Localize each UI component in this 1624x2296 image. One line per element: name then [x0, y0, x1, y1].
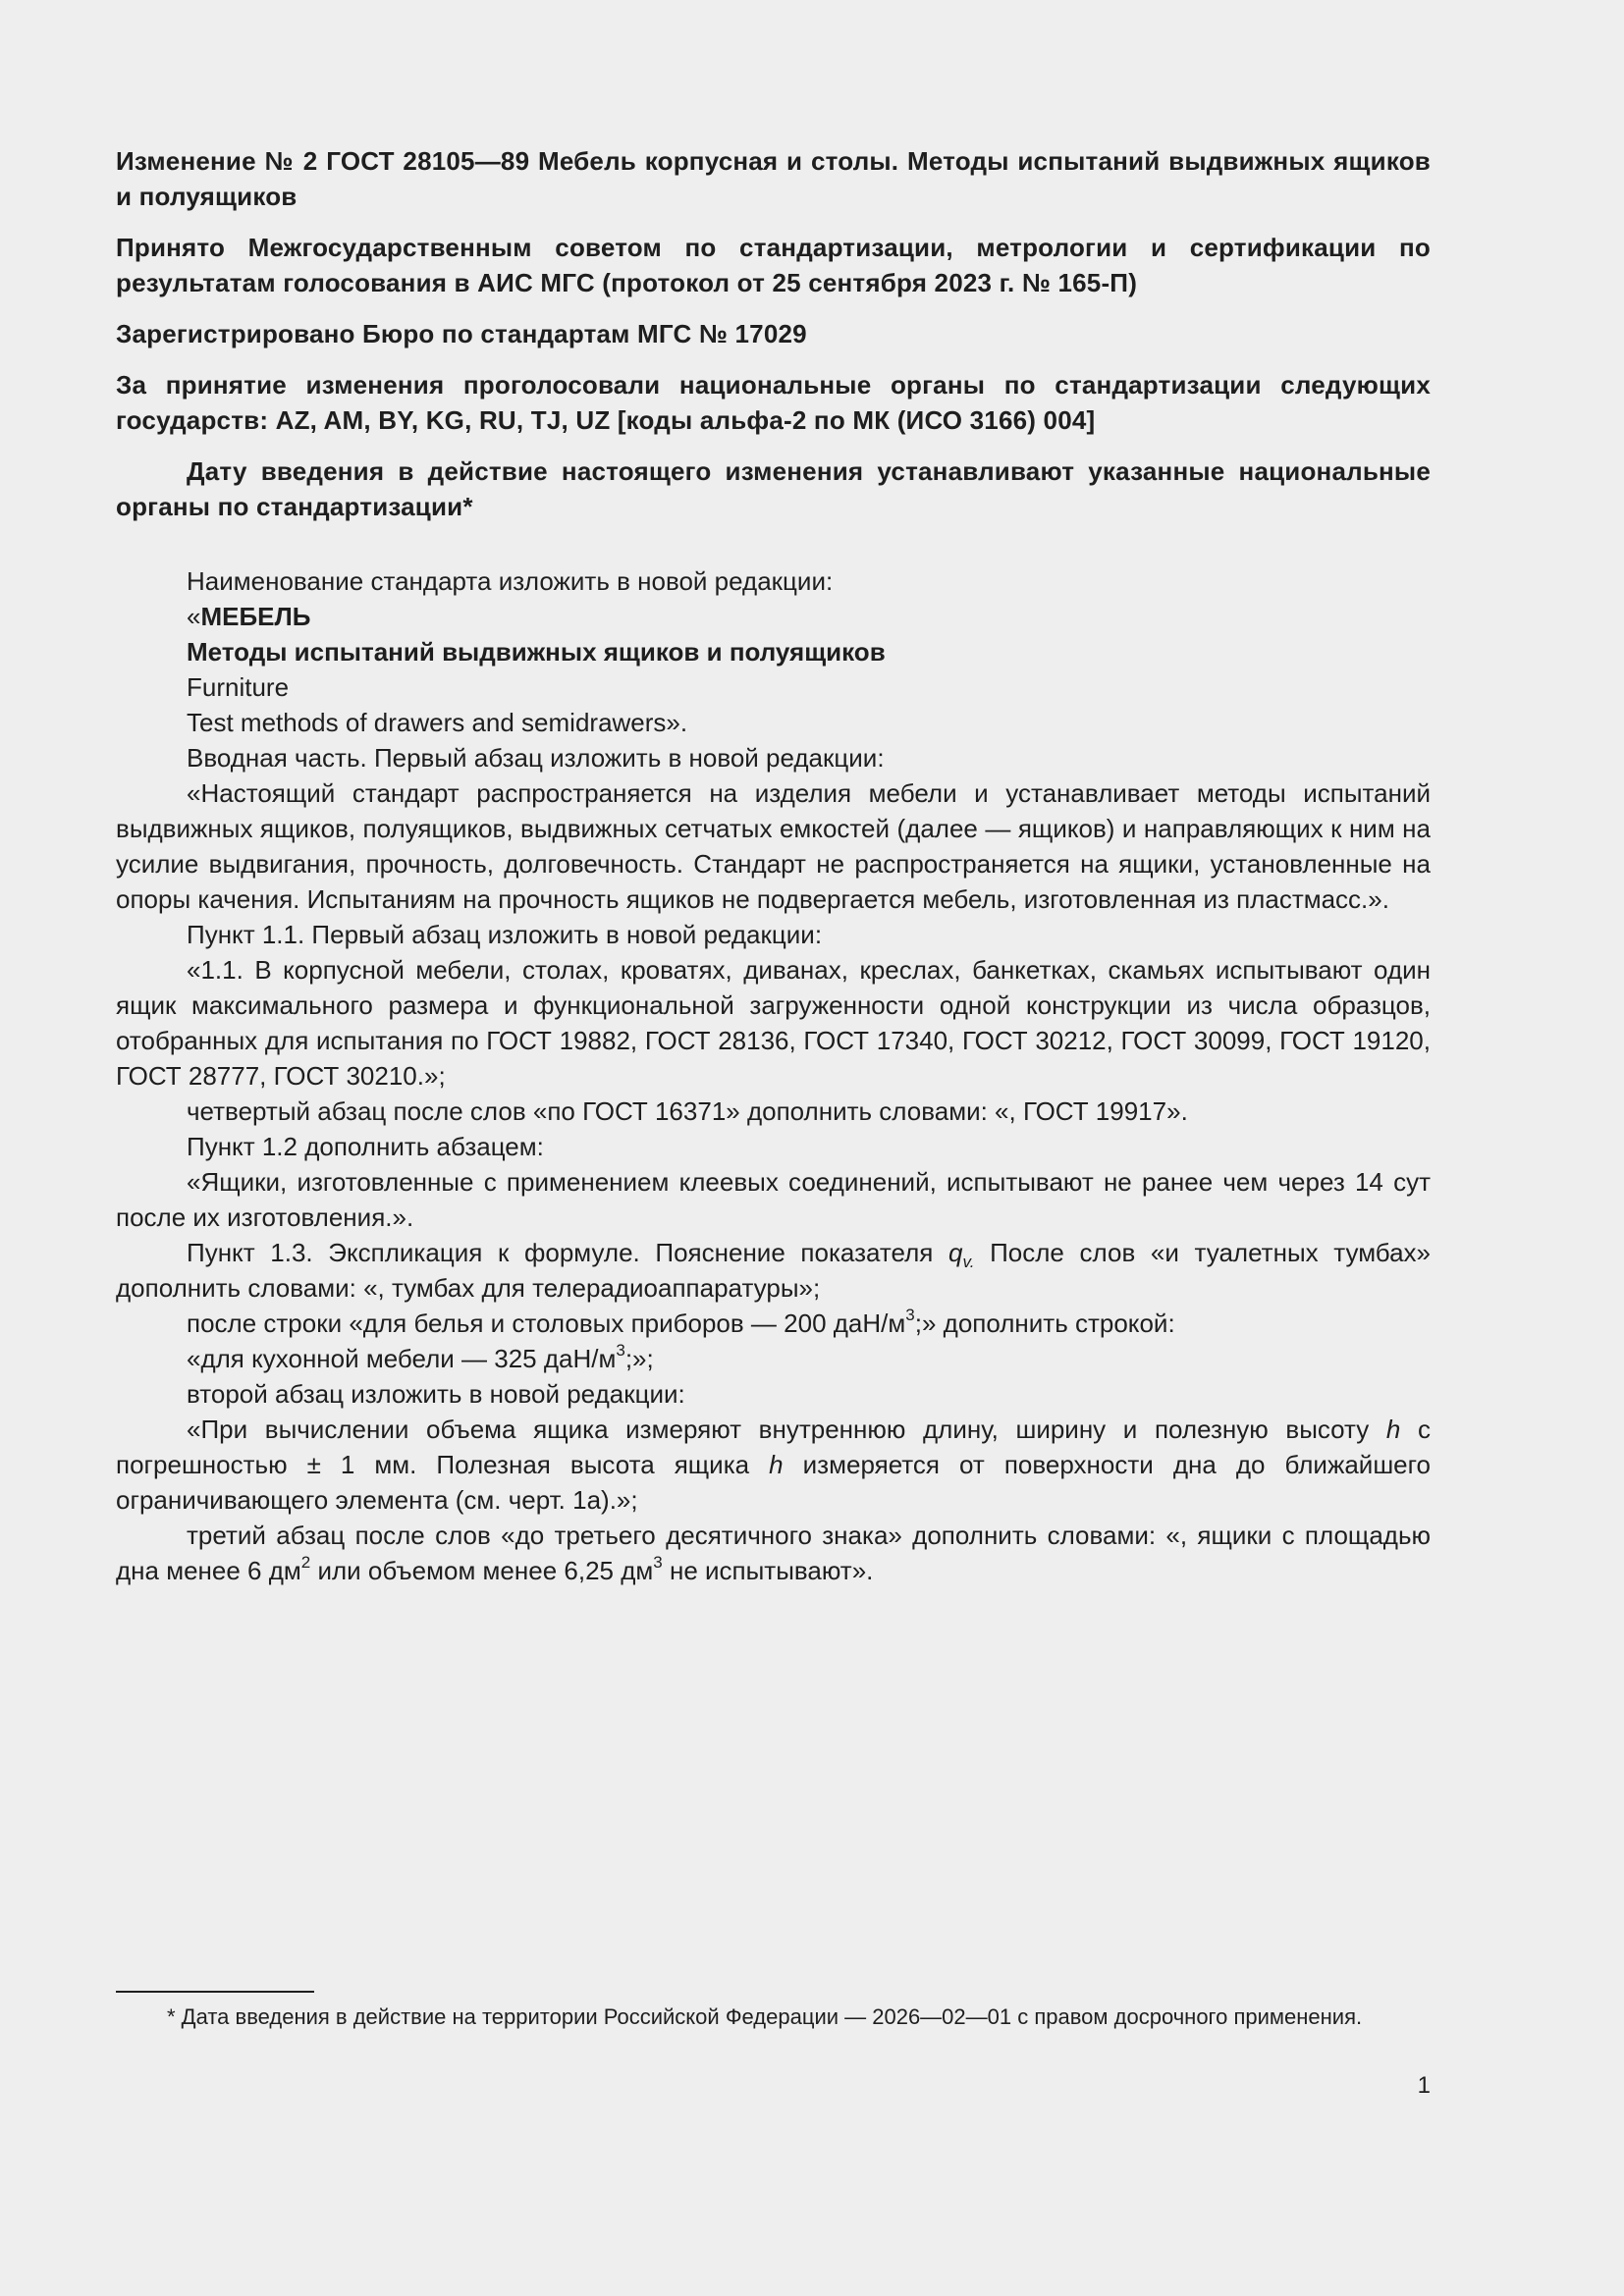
- text-run: Пункт 1.3. Экспликация к формуле. Пояснение показателя: [187, 1238, 949, 1267]
- standard-title-en: Furniture: [187, 672, 290, 702]
- paragraph: Наименование стандарта изложить в новой редакции:: [187, 566, 834, 596]
- paragraph: Вводная часть. Первый абзац изложить в новой редакции:: [187, 743, 885, 773]
- superscript: 3: [616, 1341, 625, 1361]
- text-run: ;» дополнить строкой:: [914, 1308, 1175, 1338]
- text-run: ;»;: [624, 1344, 654, 1373]
- paragraph-kitchen: [116, 1341, 1431, 1376]
- voting-statement: За принятие изменения проголосовали национальные органы по стандартизации следующих государств: AZ, AM, BY, KG, RU, TJ, UZ [коды альфа-2 по МК (ИСО 3166) 004]: [116, 370, 1431, 435]
- text-run: «При вычислении объема ящика измеряют внутреннюю длину, ширину и полезную высоту: [187, 1415, 1386, 1444]
- adoption-statement: Принято Межгосударственным советом по стандартизации, метрологии и сертификации по результатам голосования в АИС МГС (протокол от 25 сентября 2023 г. № 165-П): [116, 233, 1431, 297]
- superscript: 3: [653, 1553, 663, 1573]
- text-run: после строки «для белья и столовых приборов — 200 даН/м: [187, 1308, 906, 1338]
- standard-title-en-sub: Test methods of drawers and semidrawers».: [187, 708, 688, 737]
- symbol-h: h: [1385, 1415, 1401, 1444]
- symbol-h: h: [769, 1450, 784, 1479]
- text-run: После слов «и туалетных тумбах» дополнить словами: «, тумбах для телерадиоаппаратуры»;: [116, 1238, 1431, 1303]
- text-run: измеряется от поверхности дна до ближайшего ограничивающего элемента (см. черт. 1а).»;: [116, 1450, 1432, 1515]
- paragraph-volume: [116, 1412, 1431, 1518]
- effective-date-statement: Дату введения в действие настоящего изменения устанавливают указанные национальные органы по стандартизации*: [116, 456, 1431, 521]
- text-run: не испытывают».: [662, 1556, 874, 1585]
- symbol-v: v.: [962, 1253, 975, 1272]
- amendment-title: Изменение № 2 ГОСТ 28105—89 Мебель корпусная и столы. Методы испытаний выдвижных ящиков и полуящиков: [116, 146, 1431, 211]
- text-run: третий абзац после слов «до третьего десятичного знака» дополнить словами: «, ящики с площадью дна менее 6 дм: [116, 1521, 1431, 1585]
- standard-title-sub: Методы испытаний выдвижных ящиков и полуящиков: [187, 637, 886, 667]
- text-run: с погрешностью ± 1 мм. Полезная высота ящика: [116, 1415, 1431, 1479]
- paragraph: четвертый абзац после слов «по ГОСТ 16371» дополнить словами: «, ГОСТ 19917».: [187, 1096, 1188, 1126]
- paragraph: второй абзац изложить в новой редакции:: [187, 1379, 685, 1409]
- symbol-q: q: [948, 1238, 963, 1267]
- text-run: или объемом менее 6,25 дм: [310, 1556, 654, 1585]
- paragraph: Пункт 1.1. Первый абзац изложить в новой редакции:: [187, 920, 823, 949]
- paragraph: «Настоящий стандарт распространяется на изделия мебели и устанавливает методы испытаний выдвижных ящиков, полуящиков, выдвижных сетчатых емкостей (далее — ящиков) и направляющих к ним на усилие выдвигания, прочность, долговечность. Стандарт не распространяется на ящики, установленные на опоры качения. Испытаниям на прочность ящиков не подвергается мебель, изготовленная из пластмасс.».: [116, 778, 1431, 914]
- footnote: * Дата введения в действие на территории Российской Федерации — 2026—02—01 с правом досрочного применения.: [167, 2004, 1363, 2029]
- page-number: 1: [1417, 2072, 1431, 2099]
- superscript: 2: [300, 1553, 311, 1573]
- open-quote: «: [187, 602, 201, 631]
- document-content: [116, 143, 1431, 1588]
- registration-statement: Зарегистрировано Бюро по стандартам МГС № 17029: [116, 319, 807, 348]
- footnote-divider: [116, 1991, 314, 1993]
- title-main-text: МЕБЕЛЬ: [200, 602, 311, 631]
- paragraph: Пункт 1.2 дополнить абзацем:: [187, 1132, 544, 1161]
- paragraph-linen: [116, 1306, 1431, 1341]
- paragraph-qv: [116, 1235, 1431, 1306]
- standard-title-main: [116, 599, 1431, 634]
- superscript: 3: [905, 1306, 915, 1325]
- paragraph-area: [116, 1518, 1431, 1588]
- paragraph: «1.1. В корпусной мебели, столах, кроватях, диванах, креслах, банкетках, скамьях испытывают один ящик максимального размера и функциональной загруженности одной конструкции из числа образцов, отобранных для испытания по ГОСТ 19882, ГОСТ 28136, ГОСТ 17340, ГОСТ 30212, ГОСТ 30099, ГОСТ 19120, ГОСТ 28777, ГОСТ 30210.»;: [116, 955, 1431, 1091]
- paragraph: «Ящики, изготовленные с применением клеевых соединений, испытывают не ранее чем через 14 сут после их изготовления.».: [116, 1167, 1431, 1232]
- text-run: «для кухонной мебели — 325 даН/м: [187, 1344, 617, 1373]
